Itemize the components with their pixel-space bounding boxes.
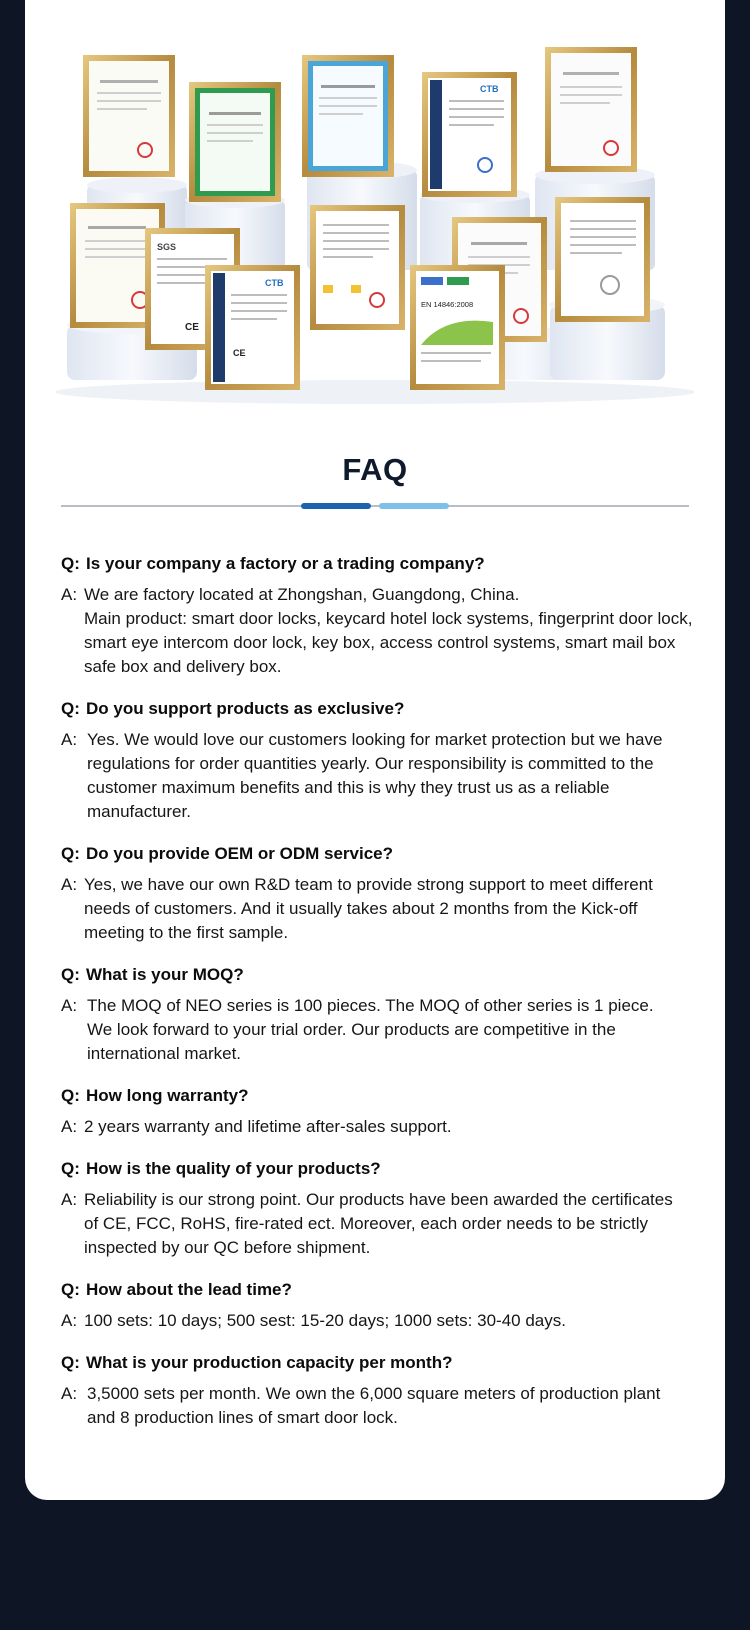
a-marker: A: <box>61 996 78 1015</box>
a-marker: A: <box>61 1384 78 1403</box>
content-card <box>25 0 725 1500</box>
question-text: Is your company a factory or a trading company? <box>86 554 485 573</box>
answer-text <box>84 728 662 824</box>
question <box>61 1352 701 1374</box>
a-marker: A: <box>61 1311 78 1330</box>
answer <box>61 728 701 824</box>
svg-text:EN 14846:2008: EN 14846:2008 <box>421 300 474 309</box>
answer-line: We look forward to your trial order. Our products are competitive in the <box>87 1020 616 1039</box>
svg-text:CTB: CTB <box>265 278 284 288</box>
faq-item-lead-time <box>61 1279 701 1333</box>
answer-line: The MOQ of NEO series is 100 pieces. The MOQ of other series is 1 piece. <box>87 996 654 1015</box>
question-text: How is the quality of your products? <box>86 1159 381 1178</box>
answer <box>61 1309 701 1333</box>
question <box>61 964 701 986</box>
answer-line: 100 sets: 10 days; 500 sest: 15-20 days; 1000 sets: 30-40 days. <box>84 1311 566 1330</box>
answer-line: international market. <box>87 1044 242 1063</box>
answer <box>61 1382 701 1430</box>
answer-text <box>84 583 692 679</box>
a-marker: A: <box>61 875 78 894</box>
certificate-back-4 <box>422 72 517 197</box>
answer <box>61 1115 701 1139</box>
answer-line: meeting to the first sample. <box>84 923 289 942</box>
question <box>61 1085 701 1107</box>
certificate-front-4 <box>310 205 405 330</box>
faq-item-factory <box>61 553 701 679</box>
answer-line: Yes. We would love our customers looking for market protection but we have <box>87 730 663 749</box>
faq-item-moq <box>61 964 701 1066</box>
answer-line: Reliability is our strong point. Our products have been awarded the certificates <box>84 1190 673 1209</box>
answer-line: Yes, we have our own R&D team to provide strong support to meet different <box>84 875 653 894</box>
answer-text <box>84 1188 673 1260</box>
answer-line: safe box and delivery box. <box>84 657 282 676</box>
answer-line: Main product: smart door locks, keycard hotel lock systems, fingerprint door lock, <box>84 609 693 628</box>
certificate-back-2 <box>189 82 281 202</box>
question <box>61 843 701 865</box>
a-marker: A: <box>61 1190 78 1209</box>
answer-text <box>84 994 654 1066</box>
a-marker: A: <box>61 1117 78 1136</box>
title-divider-line <box>61 505 689 507</box>
faq-item-warranty <box>61 1085 701 1139</box>
certificate-front-3 <box>205 265 300 390</box>
answer-text <box>84 873 653 945</box>
question <box>61 1158 701 1180</box>
certificates-illustration <box>25 0 725 430</box>
a-marker: A: <box>61 585 78 604</box>
question-text: How about the lead time? <box>86 1280 292 1299</box>
q-marker: Q: <box>61 1159 80 1178</box>
answer <box>61 583 701 679</box>
certificate-back-1 <box>83 55 175 177</box>
answer-line: We are factory located at Zhongshan, Guangdong, China. <box>84 585 520 604</box>
answer-line: 2 years warranty and lifetime after-sales support. <box>84 1117 452 1136</box>
answer-line: and 8 production lines of smart door lock. <box>87 1408 398 1427</box>
answer-line: inspected by our QC before shipment. <box>84 1238 371 1257</box>
answer <box>61 994 701 1066</box>
q-marker: Q: <box>61 965 80 984</box>
q-marker: Q: <box>61 554 80 573</box>
question-text: What is your production capacity per month? <box>86 1353 453 1372</box>
faq-item-quality <box>61 1158 701 1260</box>
answer-line: of CE, FCC, RoHS, fire-rated ect. Moreover, each order needs to be strictly <box>84 1214 649 1233</box>
a-marker: A: <box>61 730 78 749</box>
faq-title: FAQ <box>342 452 408 487</box>
certificate-front-7 <box>555 197 650 322</box>
q-marker: Q: <box>61 1353 80 1372</box>
faq-item-capacity <box>61 1352 701 1430</box>
answer-text <box>84 1309 566 1333</box>
q-marker: Q: <box>61 1280 80 1299</box>
svg-text:SGS: SGS <box>157 242 177 252</box>
q-marker: Q: <box>61 844 80 863</box>
q-marker: Q: <box>61 1086 80 1105</box>
title-divider-accent-light <box>379 503 449 509</box>
question <box>61 553 701 575</box>
answer-line: 3,5000 sets per month. We own the 6,000 square meters of production plant <box>87 1384 661 1403</box>
answer-line: regulations for order quantities yearly. Our responsibility is committed to the <box>87 754 654 773</box>
svg-text:CE: CE <box>233 348 246 358</box>
question-text: Do you support products as exclusive? <box>86 699 405 718</box>
certificate-back-5 <box>545 47 637 172</box>
answer-line: smart eye intercom door lock, key box, access control systems, smart mail box <box>84 633 676 652</box>
question <box>61 698 701 720</box>
answer-line: needs of customers. And it usually takes about 2 months from the Kick-off <box>84 899 638 918</box>
answer <box>61 1188 701 1260</box>
title-divider-accent-dark <box>301 503 371 509</box>
svg-text:CE: CE <box>185 322 199 333</box>
answer-line: manufacturer. <box>87 802 191 821</box>
answer <box>61 873 701 945</box>
certificate-front-6 <box>410 265 505 390</box>
question-text: Do you provide OEM or ODM service? <box>86 844 394 863</box>
faq-item-oem-odm <box>61 843 701 945</box>
faq-list <box>61 553 701 1449</box>
answer-text <box>84 1382 660 1430</box>
certificate-back-3 <box>302 55 394 177</box>
answer-line: customer maximum benefits and this is why they trust us as a reliable <box>87 778 610 797</box>
question-text: How long warranty? <box>86 1086 249 1105</box>
question <box>61 1279 701 1301</box>
q-marker: Q: <box>61 699 80 718</box>
question-text: What is your MOQ? <box>86 965 244 984</box>
svg-text:CTB: CTB <box>480 84 499 94</box>
answer-text <box>84 1115 452 1139</box>
faq-item-exclusive <box>61 698 701 824</box>
